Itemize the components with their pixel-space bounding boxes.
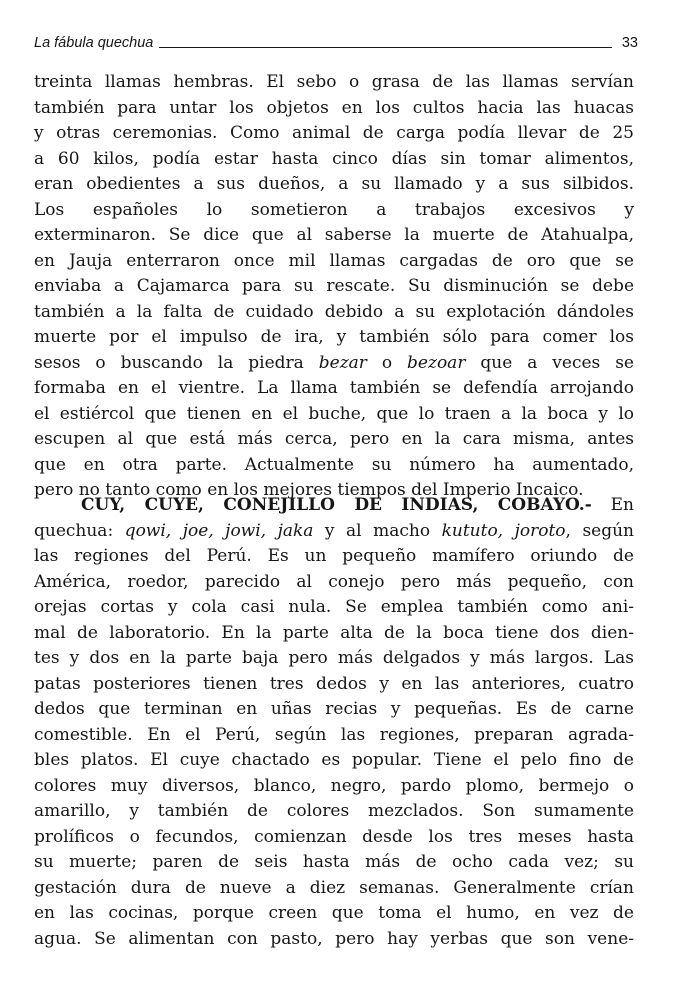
text-line: que en otra parte. Actualmente su número ha aumentado, (34, 454, 634, 475)
text-line: enviaba a Cajamarca para su rescate. Su disminución se debe (34, 276, 634, 296)
text-line: escupen al que está más cerca, pero en la cara misma, antes (34, 429, 634, 449)
text-line: también para untar los objetos en los cultos hacia las huacas (34, 97, 634, 118)
text-line: pero no tanto como en los mejores tiempos del Imperio Incaico. (34, 480, 584, 500)
text-segment: , según (565, 520, 635, 541)
text-line: muerte por el impulso de ira, y también sólo para comer los (34, 327, 634, 347)
term-bezar: bezar (318, 352, 367, 373)
text-line: eran obedientes a sus dueños, a su llamado y a sus silbidos. (34, 174, 634, 194)
text-line: su muerte; paren de seis hasta más de ocho cada vez; su (34, 852, 634, 872)
text-line: tes y dos en la parte baja pero más delgados y más largos. Las (34, 648, 634, 668)
paragraph-llama (34, 70, 634, 504)
male-names: kututo, joroto (441, 520, 566, 541)
text-segment: En (591, 495, 634, 515)
text-line: a 60 kilos, podía estar hasta cinco días sin tomar alimentos, (34, 148, 634, 169)
page-number: 33 (621, 35, 638, 51)
quechua-names: qowi, joe, jowi, jaka (124, 520, 314, 541)
text-line: gestación dura de nueve a diez semanas. Generalmente crían (34, 877, 634, 898)
entry-heading-line (34, 493, 634, 519)
text-segment: quechua: (34, 520, 125, 541)
text-line-with-terms (34, 351, 634, 377)
text-line: Los españoles lo sometieron a trabajos excesivos y (34, 199, 634, 220)
text-line: dedos que terminan en uñas recias y pequeñas. Es de carne (34, 699, 634, 719)
term-bezoar: bezoar (407, 352, 466, 373)
text-line: en Jauja enterraron once mil llamas cargadas de oro que se (34, 250, 634, 271)
paragraph-cuy (34, 493, 634, 952)
text-line: también a la falta de cuidado debido a su explotación dándoles (34, 301, 634, 322)
text-segment: que a veces se (465, 352, 634, 373)
text-segment: o (366, 352, 408, 373)
text-line: América, roedor, parecido al conejo pero más pequeño, con (34, 571, 634, 592)
text-line: comestible. En el Perú, según las regiones, preparan agrada- (34, 724, 634, 745)
text-line: orejas cortas y cola casi nula. Se emplea también como ani- (34, 597, 634, 617)
text-line: formaba en el vientre. La llama también se defendía arrojando (34, 378, 634, 398)
running-title: La fábula quechua (34, 35, 154, 51)
text-line: las regiones del Perú. Es un pequeño mamífero oriundo de (34, 546, 634, 566)
running-header (34, 33, 638, 53)
text-line: treinta llamas hembras. El sebo o grasa de las llamas servían (34, 72, 634, 92)
text-line: bles platos. El cuye chactado es popular. Tiene el pelo fino de (34, 750, 634, 770)
header-rule (159, 47, 612, 48)
text-line: prolíficos o fecundos, comienzan desde los tres meses hasta (34, 826, 634, 847)
text-line: patas posteriores tienen tres dedos y en las anteriores, cuatro (34, 673, 634, 694)
entry-headword: CUY, CUYE, CONEJILLO DE INDIAS, COBAYO.- (81, 495, 592, 515)
text-line: exterminaron. Se dice que al saberse la muerte de Atahualpa, (34, 225, 634, 245)
text-line: colores muy diversos, blanco, negro, pardo plomo, bermejo o (34, 775, 634, 796)
text-line: agua. Se alimentan con pasto, pero hay yerbas que son vene- (34, 928, 634, 949)
text-line-with-terms (34, 519, 634, 545)
text-line: en las cocinas, porque creen que toma el humo, en vez de (34, 903, 634, 923)
text-line: amarillo, y también de colores mezclados. Son sumamente (34, 801, 634, 821)
text-segment: y al macho (313, 520, 442, 541)
text-line: mal de laboratorio. En la parte alta de la boca tiene dos dien- (34, 622, 634, 643)
text-segment: sesos o buscando la piedra (34, 352, 319, 373)
text-line: y otras ceremonias. Como animal de carga podía llevar de 25 (34, 123, 634, 143)
text-line: el estiércol que tienen en el buche, que lo traen a la boca y lo (34, 403, 634, 424)
